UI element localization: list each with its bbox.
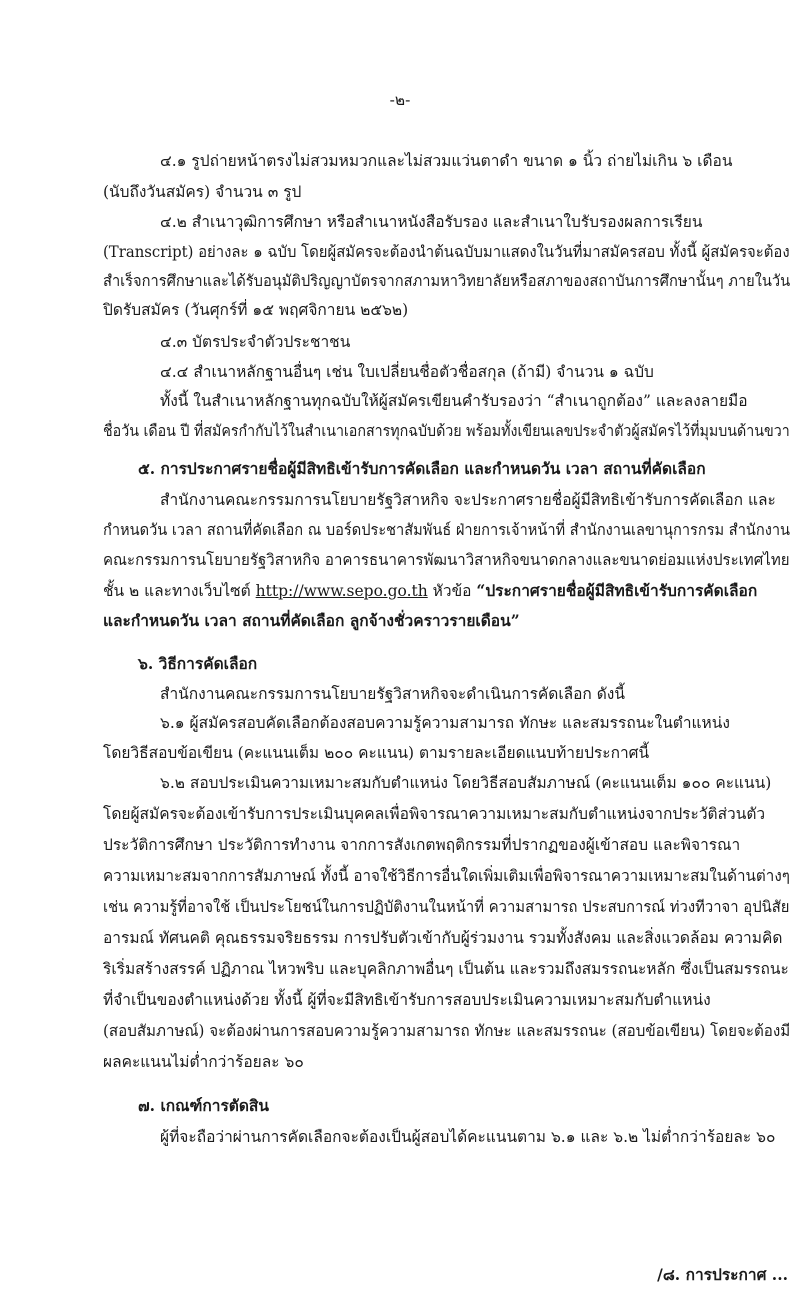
paragraph-line: กำหนดวัน เวลา สถานที่คัดเลือก ณ บอร์ดประชาสัมพันธ์ ฝ่ายการเจ้าหน้าที่ สำนักงานเลขานุการกรม สำนักงาน (103, 521, 790, 539)
section-heading: ๖. วิธีการคัดเลือก (138, 654, 258, 673)
paragraph-line: ๔.๔ สำเนาหลักฐานอื่นๆ เช่น ใบเปลี่ยนชื่อตัวชื่อสกุล (ถ้ามี) จำนวน ๑ ฉบับ (160, 363, 654, 381)
paragraph-line: ประวัติการศึกษา ประวัติการทำงาน จากการสังเกตพฤติกรรมที่ปรากฏของผู้เข้าสอบ และพิจารณา (103, 836, 741, 854)
announcement-title-quote: “ประกาศรายชื่อผู้มีสิทธิเข้ารับการคัดเลือก (476, 581, 758, 600)
continuation-footer: /๘. การประกาศ ... (657, 1265, 788, 1284)
paragraph-line: ๔.๑ รูปถ่ายหน้าตรงไม่สวมหมวกและไม่สวมแว่นตาดำ ขนาด ๑ นิ้ว ถ่ายไม่เกิน ๖ เดือน (160, 152, 733, 170)
section-heading: ๗. เกณฑ์การตัดสิน (138, 1096, 269, 1115)
paragraph-line: โดยวิธีสอบข้อเขียน (คะแนนเต็ม ๒๐๐ คะแนน) ตามรายละเอียดแนบท้ายประกาศนี้ (103, 744, 650, 762)
paragraph-line: สำเร็จการศึกษาและได้รับอนุมัติปริญญาบัตรจากสภามหาวิทยาลัยหรือสภาของสถาบันการศึกษานั้นๆ ภายในวัน (103, 272, 791, 290)
paragraph-line: เช่น ความรู้ที่อาจใช้ เป็นประโยชน์ในการปฏิบัติงานในหน้าที่ ความสามารถ ประสบการณ์ ท่วงทีวาจา อุปนิสัย (103, 898, 790, 916)
paragraph-line: ๔.๒ สำเนาวุฒิการศึกษา หรือสำเนาหนังสือรับรอง และสำเนาใบรับรองผลการเรียน (160, 213, 703, 231)
paragraph-line: อารมณ์ ทัศนคติ คุณธรรมจริยธรรม การปรับตัวเข้ากับผู้ร่วมงาน รวมทั้งสังคม และสิ่งแวดล้อม ความคิด (103, 929, 783, 947)
paragraph-line: ๖.๒ สอบประเมินความเหมาะสมกับตำแหน่ง โดยวิธีสอบสัมภาษณ์ (คะแนนเต็ม ๑๐๐ คะแนน) (160, 774, 772, 792)
paragraph-line: ๔.๓ บัตรประจำตัวประชาชน (160, 333, 351, 351)
paragraph-line: ชื่อวัน เดือน ปี ที่สมัครกำกับไว้ในสำเนาเอกสารทุกฉบับด้วย พร้อมทั้งเขียนเลขประจำตัวผู้สมัครไว้ที่มุมบนด้านขวา (103, 422, 790, 440)
paragraph-line: คณะกรรมการนโยบายรัฐวิสาหกิจ อาคารธนาคารพัฒนาวิสาหกิจขนาดกลางและขนาดย่อมแห่งประเทศไทย (103, 551, 790, 569)
url-line (103, 580, 757, 602)
paragraph-line: สำนักงานคณะกรรมการนโยบายรัฐวิสาหกิจจะดำเนินการคัดเลือก ดังนี้ (160, 685, 625, 703)
paragraph-line: ผู้ที่จะถือว่าผ่านการคัดเลือกจะต้องเป็นผู้สอบได้คะแนนตาม ๖.๑ และ ๖.๒ ไม่ต่ำกว่าร้อยละ ๖๐ (160, 1128, 776, 1146)
paragraph-line: ความเหมาะสมจากการสัมภาษณ์ ทั้งนี้ อาจใช้วิธีการอื่นใดเพิ่มเติมเพื่อพิจารณาความเหมาะสมในด้านต่างๆ (103, 867, 790, 885)
paragraph-line: ที่จำเป็นของตำแหน่งด้วย ทั้งนี้ ผู้ที่จะมีสิทธิเข้ารับการสอบประเมินความเหมาะสมกับตำแหน่ง (103, 991, 711, 1009)
sepo-website-link[interactable]: http://www.sepo.go.th (255, 582, 428, 600)
announcement-title-continuation: และกำหนดวัน เวลา สถานที่คัดเลือก ลูกจ้างชั่วคราวรายเดือน” (103, 611, 520, 630)
url-line-before: ชั้น ๒ และทางเว็บไซต์ (103, 582, 256, 600)
paragraph-line: ผลคะแนนไม่ต่ำกว่าร้อยละ ๖๐ (103, 1053, 304, 1071)
paragraph-line: (นับถึงวันสมัคร) จำนวน ๓ รูป (103, 183, 302, 201)
paragraph-line: สำนักงานคณะกรรมการนโยบายรัฐวิสาหกิจ จะประกาศรายชื่อผู้มีสิทธิเข้ารับการคัดเลือก และ (160, 491, 776, 509)
paragraph-line: (Transcript) อย่างละ ๑ ฉบับ โดยผู้สมัครจะต้องนำต้นฉบับมาแสดงในวันที่มาสมัครสอบ ทั้งนี้ ผู้สมัครจะต้อง (103, 243, 790, 261)
paragraph-line: ทั้งนี้ ในสำเนาหลักฐานทุกฉบับให้ผู้สมัครเขียนคำรับรองว่า “สำเนาถูกต้อง” และลงลายมือ (160, 392, 748, 410)
paragraph-line: ริเริ่มสร้างสรรค์ ปฏิภาณ ไหวพริบ และบุคลิกภาพอื่นๆ เป็นต้น และรวมถึงสมรรถนะหลัก ซึ่งเป็นสมรรถนะ (103, 960, 789, 978)
url-line-middle: หัวข้อ (427, 582, 477, 600)
page-number: -๒- (389, 91, 411, 109)
section-heading: ๕. การประกาศรายชื่อผู้มีสิทธิเข้ารับการคัดเลือก และกำหนดวัน เวลา สถานที่คัดเลือก (138, 459, 706, 478)
paragraph-line: (สอบสัมภาษณ์) จะต้องผ่านการสอบความรู้ความสามารถ ทักษะ และสมรรถนะ (สอบข้อเขียน) โดยจะต้องมี (103, 1022, 791, 1040)
paragraph-line: ๖.๑ ผู้สมัครสอบคัดเลือกต้องสอบความรู้ความสามารถ ทักษะ และสมรรถนะในตำแหน่ง (160, 714, 730, 732)
paragraph-line: โดยผู้สมัครจะต้องเข้ารับการประเมินบุคคลเพื่อพิจารณาความเหมาะสมกับตำแหน่งจากประวัติส่วนตัว (103, 805, 766, 823)
paragraph-line: ปิดรับสมัคร (วันศุกร์ที่ ๑๕ พฤศจิกายน ๒๕๖๒) (103, 301, 409, 319)
